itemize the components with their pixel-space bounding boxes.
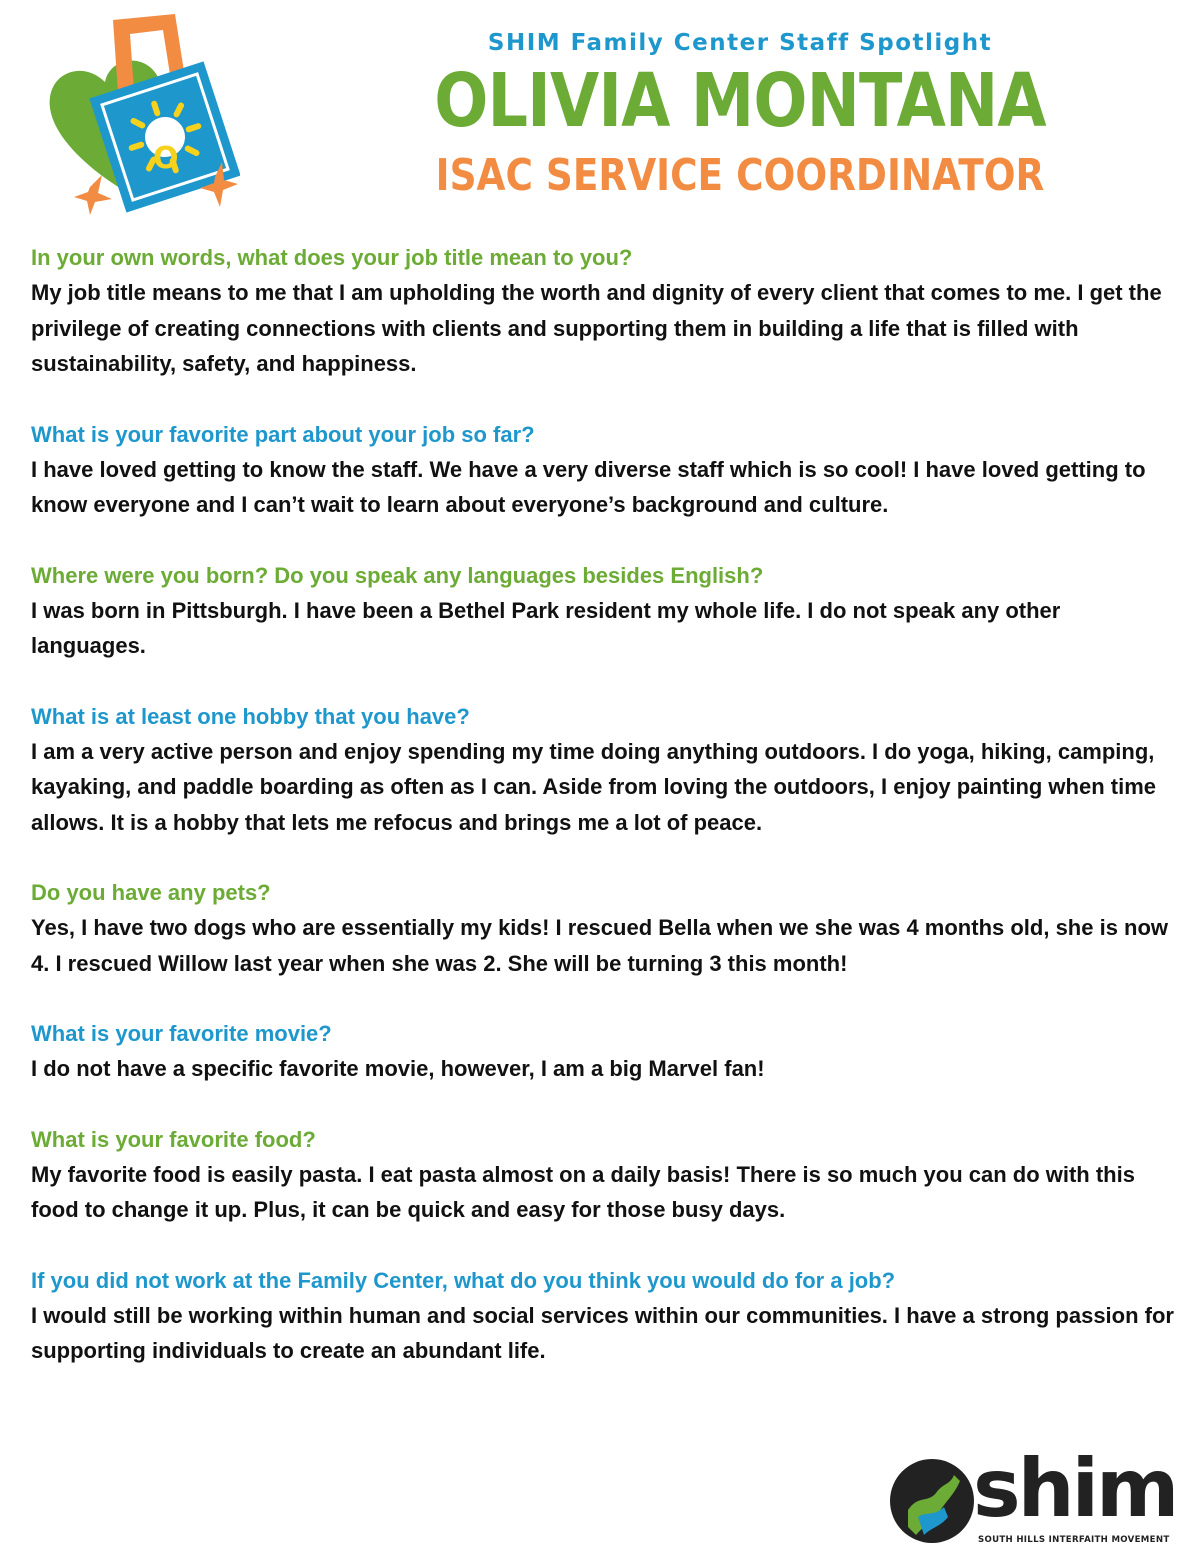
qa-item (31, 1122, 1181, 1228)
family-center-logo-icon (40, 12, 240, 222)
qa-question: What is your favorite movie? (31, 1021, 332, 1046)
svg-text:O: O (153, 141, 179, 176)
qa-list (31, 240, 1181, 1404)
qa-answer: My job title means to me that I am upholding the worth and dignity of every client that comes to me. I get the privilege of creating connections with clients and supporting them in building a life that is filled with sustainability, safety, and happiness. (31, 280, 1162, 376)
qa-item (31, 240, 1181, 382)
qa-answer: I do not have a specific favorite movie, however, I am a big Marvel fan! (31, 1056, 765, 1081)
qa-item (31, 417, 1181, 523)
shim-logo (888, 1442, 1188, 1547)
qa-answer: Yes, I have two dogs who are essentially my kids! I rescued Bella when we she was 4 months old, she is now 4. I rescued Willow last year when she was 2. She will be turning 3 this month! (31, 915, 1169, 976)
qa-item (31, 699, 1181, 841)
qa-item (31, 558, 1181, 664)
qa-question: What is your favorite part about your job so far? (31, 421, 535, 447)
header (330, 30, 1150, 201)
qa-question: What is at least one hobby that you have? (31, 703, 470, 729)
qa-item (31, 1263, 1181, 1369)
qa-item (31, 875, 1181, 981)
qa-answer: My favorite food is easily pasta. I eat pasta almost on a daily basis! There is so much you can do with this food to change it up. Plus, it can be quick and easy for those busy days. (31, 1161, 1135, 1222)
qa-question: Do you have any pets? (31, 880, 271, 905)
qa-question: Where were you born? Do you speak any languages besides English? (31, 562, 764, 588)
qa-question: In your own words, what does your job title mean to you? (31, 245, 633, 270)
family-center-logo (40, 12, 240, 222)
header-eyebrow: SHIM Family Center Staff Spotlight (487, 30, 993, 56)
qa-answer: I was born in Pittsburgh. I have been a Bethel Park resident my whole life. I do not speak any other languages. (31, 597, 1061, 658)
shim-globe-icon (888, 1455, 978, 1547)
qa-answer: I am a very active person and enjoy spending my time doing anything outdoors. I do yoga, hiking, camping, kayaking, and paddle boarding as often as I can. Aside from loving the outdoors, I enjoy painting when time allows. It is a hobby that lets me refocus and brings me a lot of peace. (31, 738, 1157, 835)
staff-role: ISAC SERVICE COORDINATOR (435, 150, 1045, 201)
qa-question: If you did not work at the Family Center, what do you think you would do for a job? (31, 1267, 896, 1293)
shim-tagline: SOUTH HILLS INTERFAITH MOVEMENT (978, 1535, 1170, 1545)
qa-answer: I have loved getting to know the staff. We have a very diverse staff which is so cool! I have loved getting to know everyone and I can’t wait to learn about everyone’s background and culture. (31, 456, 1146, 517)
qa-question: What is your favorite food? (31, 1126, 316, 1152)
staff-name: OLIVIA MONTANA (434, 58, 1046, 144)
qa-answer: I would still be working within human and social services within our communities. I have a strong passion for supporting individuals to create an abundant life. (31, 1302, 1174, 1363)
shim-wordmark: shim (973, 1442, 1177, 1535)
qa-item (31, 1016, 1181, 1087)
